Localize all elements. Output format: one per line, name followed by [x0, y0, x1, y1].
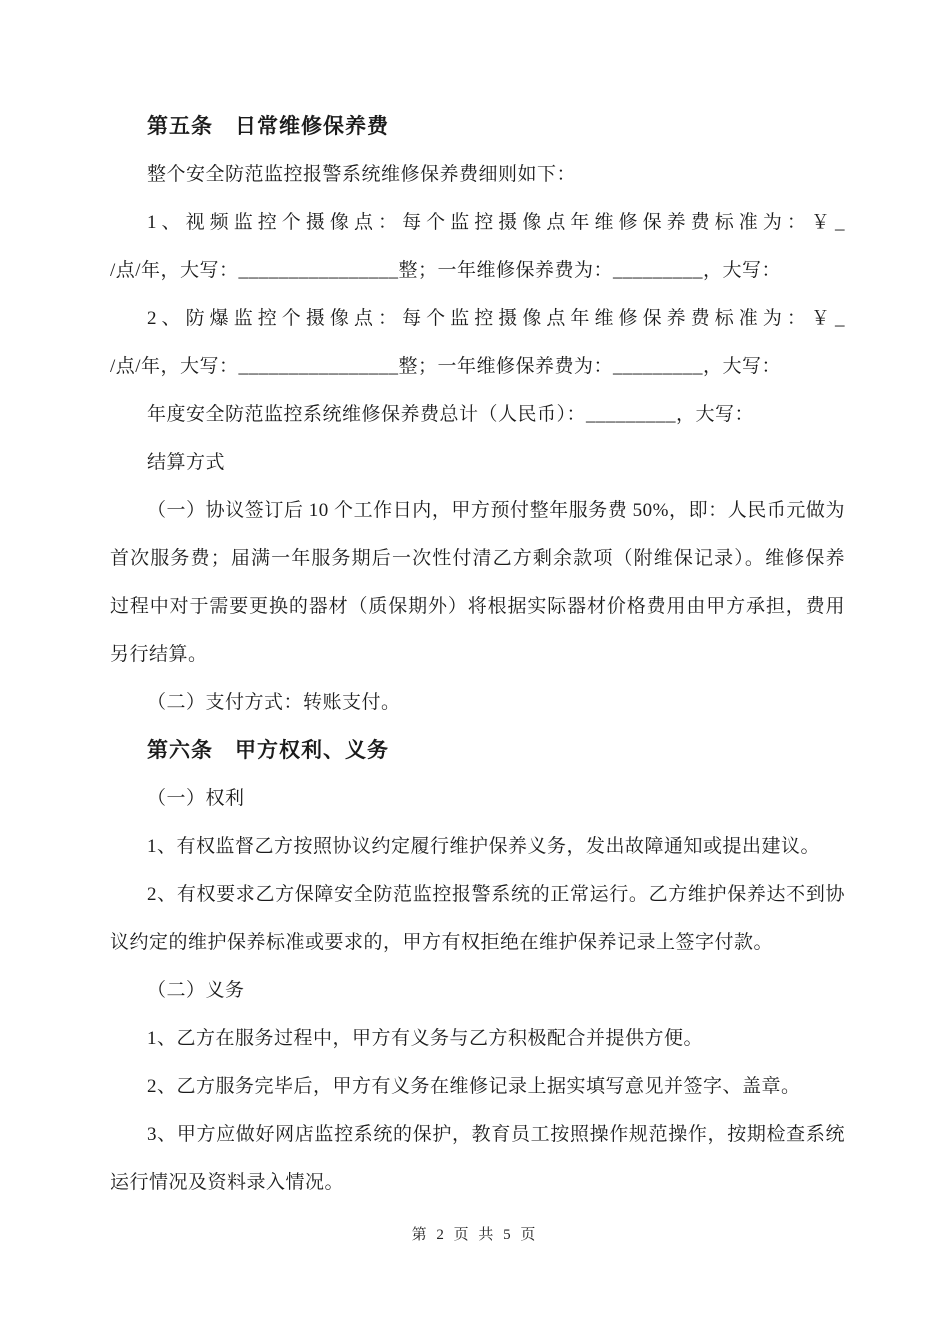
doc-line: （二）支付方式：转账支付。 — [147, 692, 401, 713]
doc-line: 年度安全防范监控系统维修保养费总计（人民币）：_________，大写： — [147, 404, 755, 425]
doc-line: 运行情况及资料录入情况。 — [110, 1172, 345, 1193]
doc-line: 3、甲方应做好网店监控系统的保护，教育员工按照操作规范操作，按期检查系统 — [147, 1124, 845, 1145]
doc-line: 首次服务费；届满一年服务期后一次性付清乙方剩余款项（附维保记录）。维修保养 — [110, 548, 845, 569]
doc-line: 议约定的维护保养标准或要求的，甲方有权拒绝在维护保养记录上签字付款。 — [110, 932, 774, 953]
doc-line: 2、乙方服务完毕后，甲方有义务在维修记录上据实填写意见并签字、盖章。 — [147, 1076, 801, 1097]
doc-line: （一）权利 — [147, 788, 245, 809]
doc-line: /点/年，大写：________________整；一年维修保养费为：_________，大写： — [110, 356, 782, 377]
page-number-footer: 第 2 页 共 5 页 — [411, 1227, 539, 1243]
doc-line: 1、视频监控个摄像点：每个监控摄像点年维修保养费标准为：￥_ — [147, 212, 845, 233]
doc-line: 2、有权要求乙方保障安全防范监控报警系统的正常运行。乙方维护保养达不到协 — [147, 884, 845, 905]
doc-line: 1、有权监督乙方按照协议约定履行维护保养义务，发出故障通知或提出建议。 — [147, 836, 821, 857]
doc-line: （一）协议签订后 10 个工作日内，甲方预付整年服务费 50%，即：人民币元做为 — [147, 500, 845, 521]
doc-line: 结算方式 — [147, 452, 226, 473]
heading-article-6: 第六条 甲方权利、义务 — [147, 739, 389, 762]
document-body — [110, 103, 845, 1207]
doc-line: 2、防爆监控个摄像点：每个监控摄像点年维修保养费标准为：￥_ — [147, 308, 845, 329]
doc-line: （二）义务 — [147, 980, 245, 1001]
doc-line: 整个安全防范监控报警系统维修保养费细则如下： — [147, 164, 577, 185]
doc-line: 1、乙方在服务过程中，甲方有义务与乙方积极配合并提供方便。 — [147, 1028, 704, 1049]
doc-line: 过程中对于需要更换的器材（质保期外）将根据实际器材价格费用由甲方承担，费用 — [110, 596, 845, 617]
heading-article-5: 第五条 日常维修保养费 — [147, 115, 389, 138]
doc-line: /点/年，大写：________________整；一年维修保养费为：_________，大写： — [110, 260, 782, 281]
doc-line: 另行结算。 — [110, 644, 208, 665]
